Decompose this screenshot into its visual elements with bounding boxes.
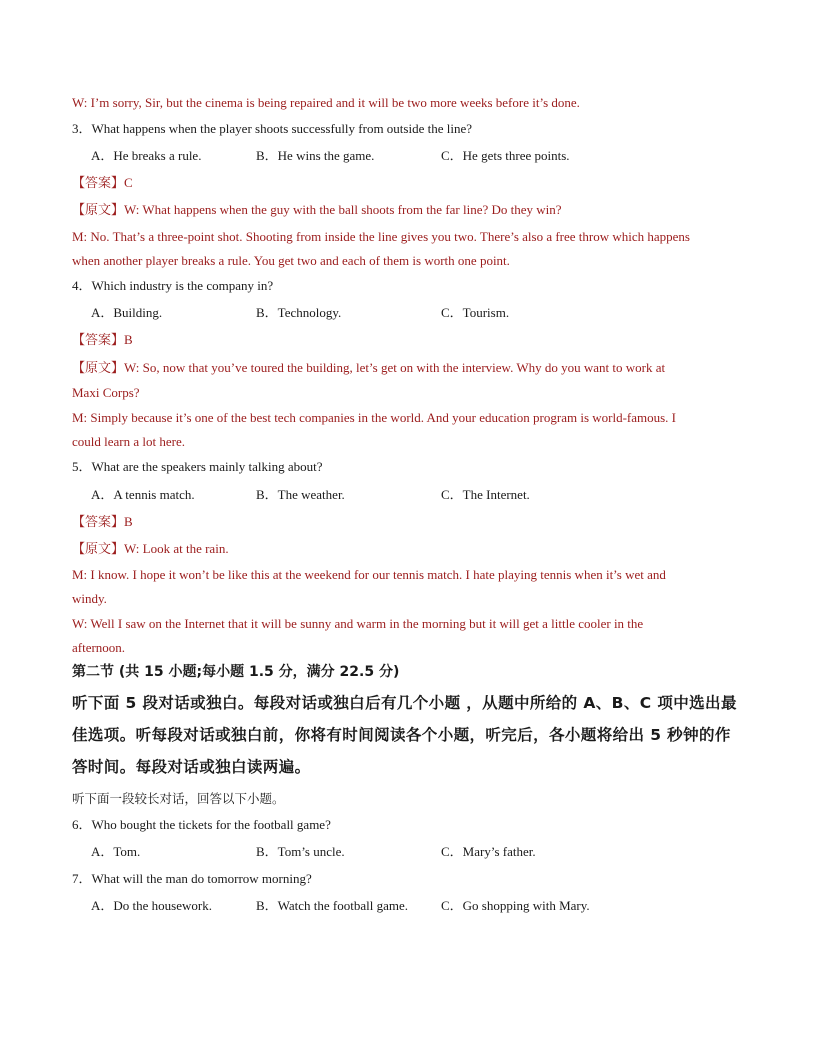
question-7: 7．What will the man do tomorrow morning? [72,871,312,886]
passage-instruction: 听下面一段较长对话，回答以下小题。 [72,791,285,806]
q3-transcript: when another player breaks a rule. You get two and each of them is worth one point. [72,253,510,268]
q5-option-c: C．The Internet. [441,487,530,502]
q5-transcript: M: I know. I hope it won’t be like this at the weekend for our tennis match. I hate playing tennis when it’s wet and [72,567,666,582]
q4-option-a: A．Building. [91,305,163,320]
q4-option-b: B．Technology. [256,305,342,320]
q3-transcript: 【原文】W: What happens when the guy with the ball shoots from the far line? Do they win? [72,202,562,217]
section-2-instructions: 答时间。每段对话或独白读两遍。 [72,758,311,776]
q4-transcript: M: Simply because it’s one of the best tech companies in the world. And your education program is world-famous. I [72,410,677,425]
q5-answer: 【答案】B [72,514,133,529]
section-2-instructions: 听下面 5 段对话或独白。每段对话或独白后有几个小题 ，从题中所给的 A、B、C 项中选出最 [72,694,737,712]
q5-transcript: 【原文】W: Look at the rain. [72,541,229,556]
q3-option-c: C．He gets three points. [441,148,570,163]
q3-answer: 【答案】C [72,175,133,190]
q4-answer: 【答案】B [72,332,133,347]
q6-option-a: A．Tom. [91,844,141,859]
q7-option-c: C．Go shopping with Mary. [441,898,590,913]
q5-transcript: windy. [72,591,107,606]
question-6: 6．Who bought the tickets for the football game? [72,817,331,832]
section-2-instructions: 佳选项。听每段对话或独白前，你将有时间阅读各个小题，听完后，各小题将给出 5 秒钟的作 [72,726,731,744]
q4-option-c: C．Tourism. [441,305,510,320]
q5-option-a: A．A tennis match. [91,487,195,502]
q7-option-a: A．Do the housework. [91,898,212,913]
q5-transcript: afternoon. [72,640,126,655]
q3-option-b: B．He wins the game. [256,148,375,163]
q5-transcript: W: Well I saw on the Internet that it will be sunny and warm in the morning but it will get a little cooler in the [72,616,644,631]
q4-transcript: Maxi Corps? [72,385,140,400]
q4-transcript: 【原文】W: So, now that you’ve toured the building, let’s get on with the interview. Why do you want to work at [72,360,666,375]
transcript-line: W: I’m sorry, Sir, but the cinema is being repaired and it will be two more weeks before it’s done. [72,95,580,110]
question-3: 3．What happens when the player shoots successfully from outside the line? [72,121,473,136]
q3-option-a: A．He breaks a rule. [91,148,202,163]
question-5: 5．What are the speakers mainly talking about? [72,459,323,474]
q3-transcript: M: No. That’s a three-point shot. Shooting from inside the line gives you two. There’s also a free throw which happens [72,229,690,244]
q6-option-b: B．Tom’s uncle. [256,844,345,859]
q6-option-c: C．Mary’s father. [441,844,536,859]
section-2-title: 第二节 (共 15 小题;每小题 1.5 分，满分 22.5 分) [72,664,400,680]
q4-transcript: could learn a lot here. [72,434,185,449]
question-4: 4．Which industry is the company in? [72,278,274,293]
q7-option-b: B．Watch the football game. [256,898,409,913]
q5-option-b: B．The weather. [256,487,345,502]
